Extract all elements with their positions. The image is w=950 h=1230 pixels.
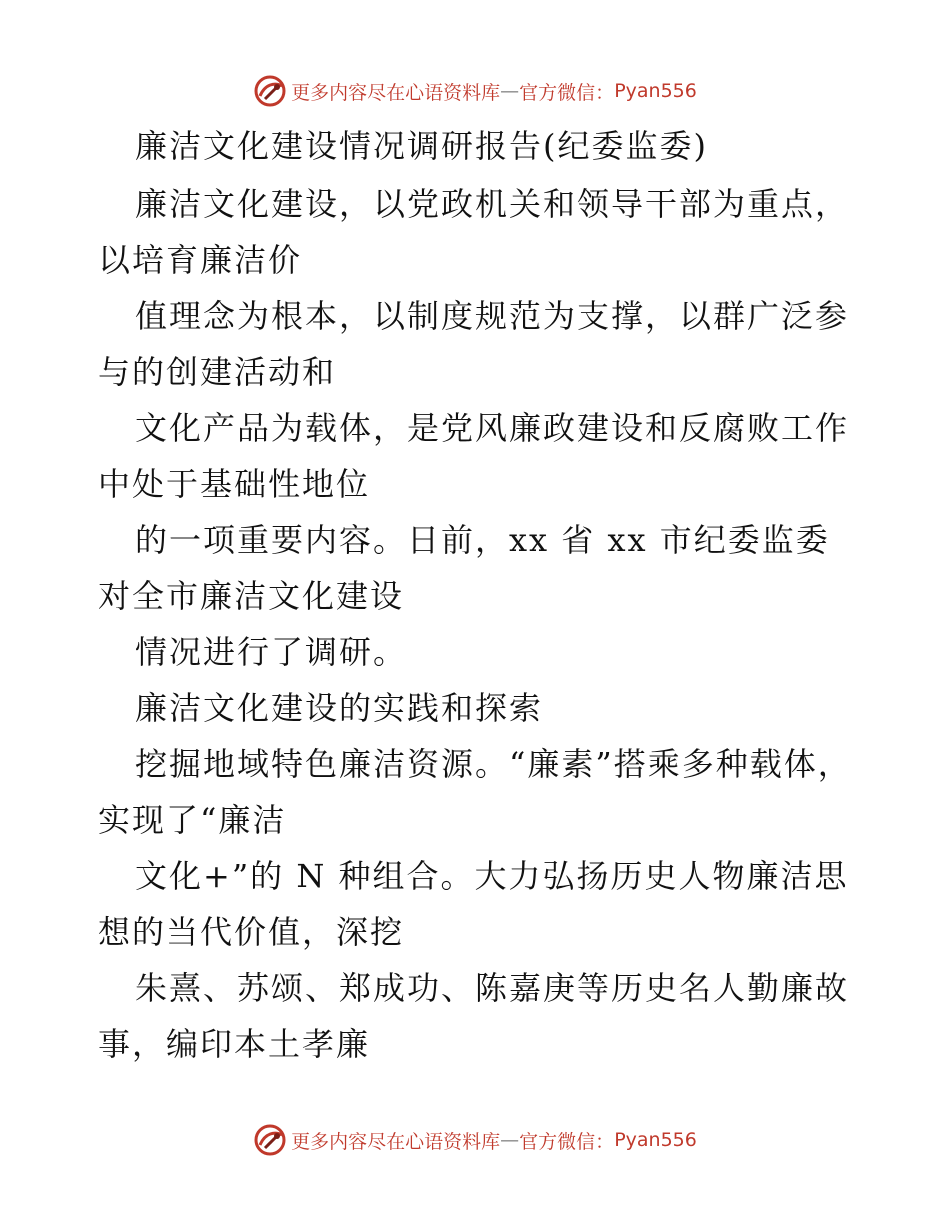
logo-seal-icon <box>253 1123 287 1157</box>
header-banner <box>0 71 950 111</box>
paragraph: 情况进行了调研。 <box>135 633 408 671</box>
banner-text: 更多内容尽在心语资料库 <box>291 81 501 104</box>
document-body <box>98 118 858 1072</box>
banner-separator: — <box>500 1129 520 1151</box>
banner-text: 更多内容尽在心语资料库 <box>291 1130 501 1153</box>
section-heading: 廉洁文化建设的实践和探索 <box>135 689 544 727</box>
banner-wechat-id: Pyan556 <box>614 1129 697 1151</box>
banner-wechat-id: Pyan556 <box>614 80 697 102</box>
paragraph: 朱熹、苏颂、郑成功、陈嘉庚等历史名人勤廉故事，编印本土孝廉 <box>98 969 850 1063</box>
logo-seal-icon <box>253 74 287 108</box>
banner-separator: — <box>500 80 520 102</box>
banner-wechat-label: 官方微信： <box>519 81 615 104</box>
paragraph: 挖掘地域特色廉洁资源。“廉素”搭乘多种载体，实现了“廉洁 <box>98 745 852 839</box>
paragraph: 廉洁文化建设，以党政机关和领导干部为重点，以培育廉洁价 <box>98 185 850 279</box>
paragraph: 值理念为根本，以制度规范为支撑，以群广泛参与的创建活动和 <box>98 297 850 391</box>
paragraph: 文化+”的 N 种组合。大力弘扬历史人物廉洁思想的当代价值，深挖 <box>98 857 849 951</box>
document-title: 廉洁文化建设情况调研报告(纪委监委) <box>135 127 708 165</box>
footer-banner <box>0 1120 950 1160</box>
paragraph: 的一项重要内容。日前，xx 省 xx 市纪委监委对全市廉洁文化建设 <box>98 521 830 615</box>
paragraph: 文化产品为载体，是党风廉政建设和反腐败工作中处于基础性地位 <box>98 409 850 503</box>
banner-wechat-label: 官方微信： <box>519 1130 615 1153</box>
